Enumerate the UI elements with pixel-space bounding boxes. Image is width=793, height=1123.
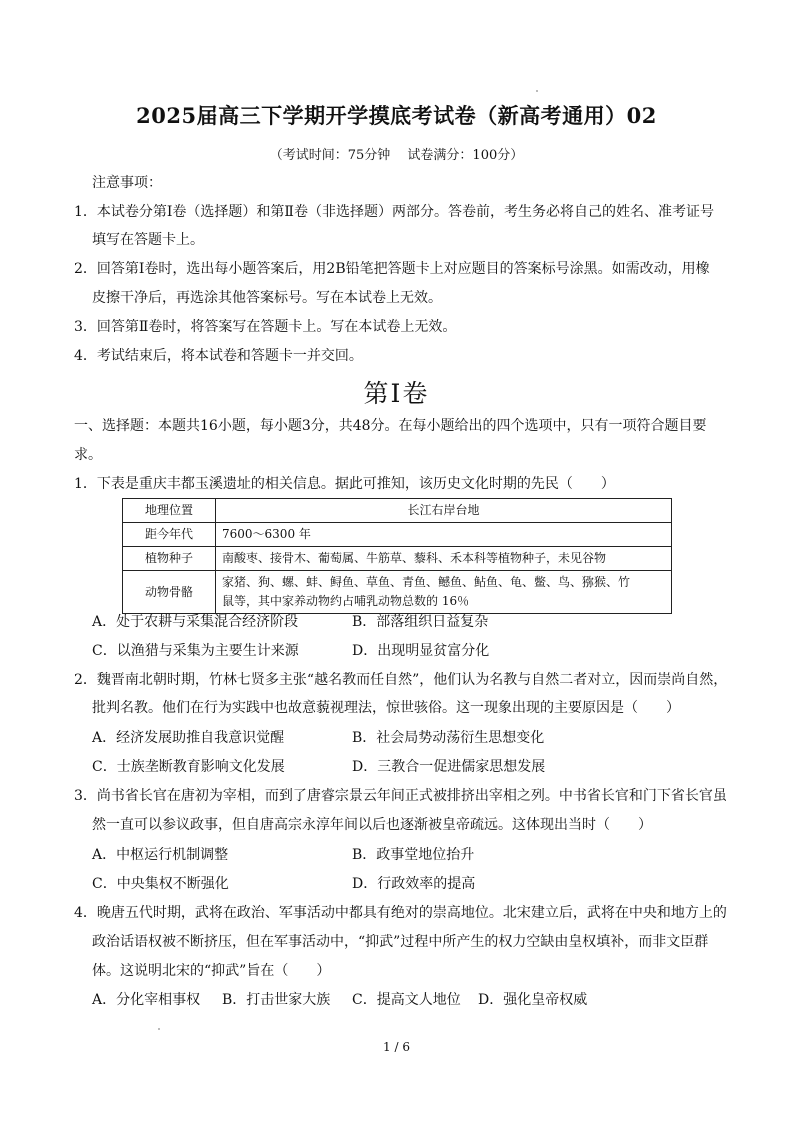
option-a: A．分化宰相事权 [92,992,201,1008]
table-label: 距今年代 [123,523,216,547]
table-row [123,571,672,614]
table-label: 地理位置 [123,499,216,523]
table-value-line: 鼠等，其中家养动物约占哺乳动物总数的 16％ [222,594,470,608]
table-label: 植物种子 [123,547,216,571]
option-b: B．社会局势动荡衍生思想变化 [352,730,545,746]
question-4-stem: 4．晚唐五代时期，武将在政治、军事活动中都具有绝对的崇高地位。北宋建立后，武将在中央和地方上的 [74,905,727,921]
notice-item: 3．回答第Ⅱ卷时，将答案写在答题卡上。写在本试卷上无效。 [74,319,457,335]
question-4-stem: 体。这说明北宋的“抑武”旨在（ ） [92,963,331,979]
option-c: C．提高文人地位 [352,992,461,1008]
table-row [123,523,672,547]
scan-speck [158,1028,160,1030]
option-d: D．三教合一促进儒家思想发展 [352,759,546,775]
option-a: A．中枢运行机制调整 [92,847,229,863]
table-label: 动物骨骼 [123,571,216,614]
option-d: D．行政效率的提高 [352,876,476,892]
notice-item: 1．本试卷分第Ⅰ卷（选择题）和第Ⅱ卷（非选择题）两部分。答卷前，考生务必将自己的姓名、准考证号 [74,204,714,220]
question-3-stem: 3．尚书省长官在唐初为宰相，而到了唐睿宗景云年间正式被排挤出宰相之列。中书省长官和门下省长官虽 [74,788,727,804]
table-row [123,499,672,523]
table-value-line: 家猪、狗、螺、蚌、鲟鱼、草鱼、青鱼、鳡鱼、鲇鱼、龟、鳖、鸟、猕猴、竹 [222,575,631,589]
option-d: D．强化皇帝权威 [478,992,588,1008]
option-c: C．中央集权不断强化 [92,876,229,892]
section-instructions: 一、选择题：本题共16小题，每小题3分，共48分。在每小题给出的四个选项中，只有一项符合题目要 [74,418,707,434]
question-2-stem: 2．魏晋南北朝时期，竹林七贤多主张“越名教而任自然”，他们认为名教与自然二者对立，因而崇尚自然， [74,672,728,688]
page-title: 2025届高三下学期开学摸底考试卷（新高考通用）02 [136,103,657,128]
table-value: 南酸枣、接骨木、葡萄属、牛筋草、藜科、禾本科等植物种子，未见谷物 [216,547,672,571]
table-value-multiline [216,571,672,614]
table-row [123,547,672,571]
question-4-stem: 政治话语权被不断挤压，但在军事活动中，“抑武”过程中所产生的权力空缺由皇权填补，而非文臣群 [92,934,709,950]
question-1-stem: 1．下表是重庆丰都玉溪遗址的相关信息。据此可推知，该历史文化时期的先民（ ） [74,476,615,492]
site-info-table [122,498,672,614]
page-number: 1 / 6 [383,1040,410,1054]
option-b: B．政事堂地位抬升 [352,847,475,863]
section-instructions: 求。 [74,447,102,463]
option-a: A．处于农耕与采集混合经济阶段 [92,614,299,630]
notice-heading: 注意事项： [92,175,162,191]
exam-info: （考试时间：75分钟 试卷满分：100分） [269,148,524,163]
notice-item: 2．回答第Ⅰ卷时，选出每小题答案后，用2B铅笔把答题卡上对应题目的答案标号涂黑。如需改动，用橡 [74,261,710,277]
option-c: C．以渔猎与采集为主要生计来源 [92,643,299,659]
option-b: B．打击世家大族 [222,992,331,1008]
option-c: C．士族垄断教育影响文化发展 [92,759,285,775]
option-d: D．出现明显贫富分化 [352,643,490,659]
notice-item: 填写在答题卡上。 [92,232,204,248]
question-3-stem: 然一直可以参议政事，但自唐高宗永淳年间以后也逐渐被皇帝疏远。这体现出当时（ ） [92,817,652,833]
option-a: A．经济发展助推自我意识觉醒 [92,730,285,746]
notice-item: 4．考试结束后，将本试卷和答题卡一并交回。 [74,348,363,364]
scan-speck [536,90,538,92]
section-title: 第Ⅰ卷 [363,379,430,408]
table-value: 7600～6300 年 [216,523,672,547]
table-value: 长江右岸台地 [216,499,672,523]
notice-item: 皮擦干净后，再选涂其他答案标号。写在本试卷上无效。 [92,290,442,306]
option-b: B．部落组织日益复杂 [352,614,489,630]
question-2-stem: 批判名教。他们在行为实践中也故意藐视理法，惊世骇俗。这一现象出现的主要原因是（ ） [92,700,680,716]
